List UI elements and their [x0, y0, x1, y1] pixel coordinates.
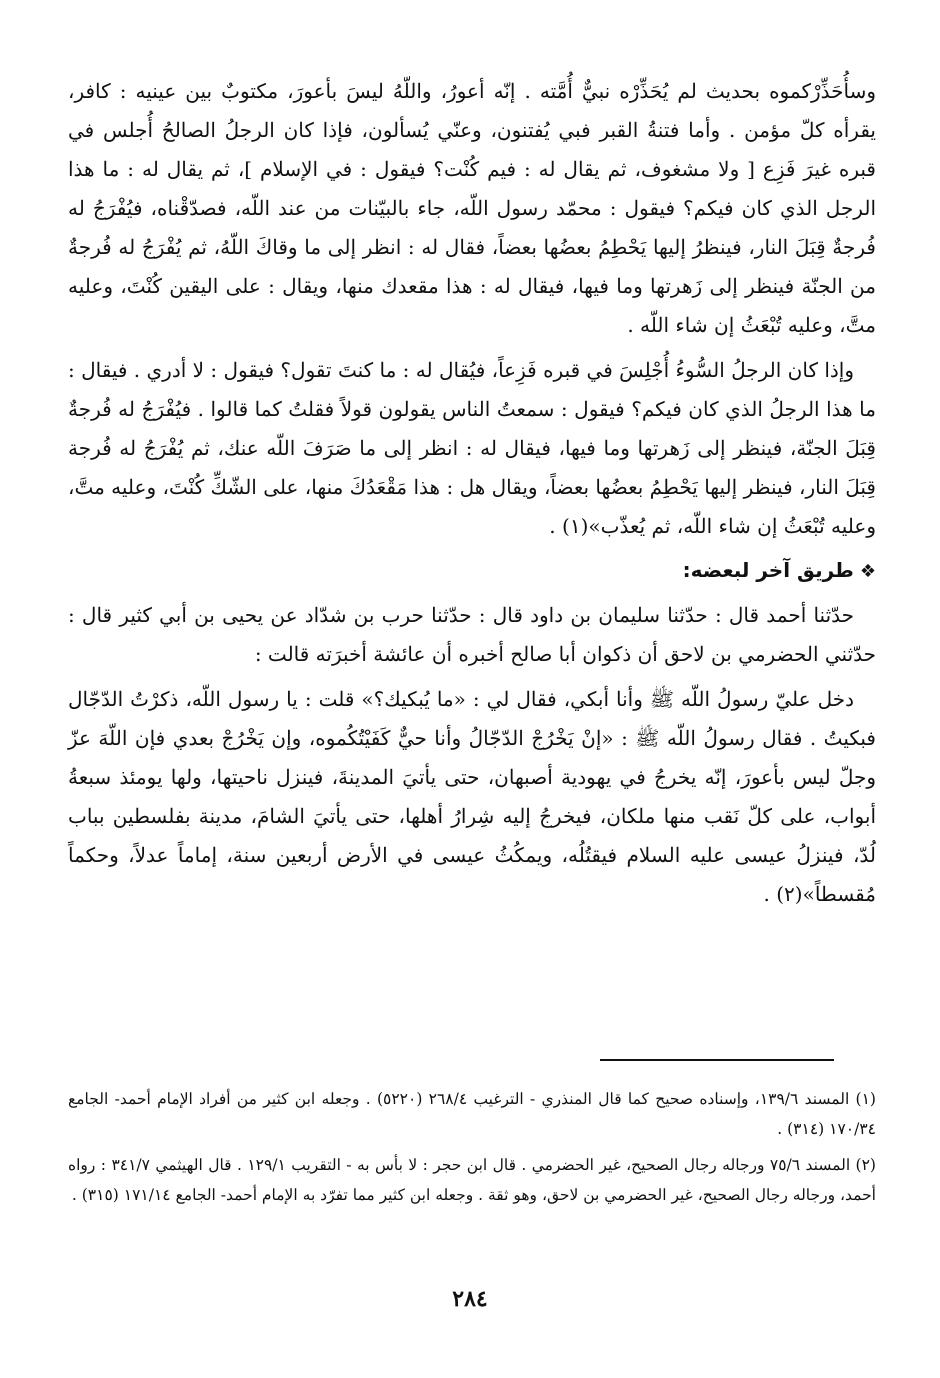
matn-text: دخل عليّ رسولُ اللّه ﷺ وأنا أبكي، فقال لي : «ما يُبكيك؟» قلت : يا رسول اللّه، ذكرْتُ الدّجّال فبكيتُ . فقال رسولُ اللّه ﷺ : «إنْ يَخْرُجْ الدّجّالُ وأنا حيٌّ كَفَيْتُكُموه، وإن يَخْرُجْ بعدي فإن اللّهَ عزّ وجلّ ليس بأعورَ، إنّه يخرجُ في يهودية أصبهان، حتى يأتيَ المدينةَ، فينزل ناحيتها، ولها يومئذ سبعةُ أبواب، على كلّ نَقب منها ملكان، فيخرجُ إليه شِرارُ أهلها، حتى يأتيَ الشامَ، مدينة بفلسطين بباب لُدّ، فينزلُ عيسى عليه السلام فيقتُلُه، ويمكُثُ عيسى في الأرض أربعين سنة، إماماً عدلاً، وحكماً مُقسطاً»(٢) .	[68, 687, 877, 906]
footnotes	[68, 1084, 876, 1216]
diamond-icon: ❖	[859, 561, 876, 582]
main-text	[68, 72, 876, 920]
isnad-text: حدّثنا أحمد قال : حدّثنا سليمان بن داود قال : حدّثنا حرب بن شدّاد عن يحيى بن أبي كثير قال : حدّثني الحضرمي بن لاحق أن ذكوان أبا صالح أخبره أن عائشة أخبرَته قالت :	[68, 603, 876, 666]
footnote-divider	[600, 1059, 834, 1061]
paragraph-text: وسأُحَذِّرْكموه بحديث لم يُحَذِّرْه نبيٌّ أُمَّته . إنّه أعورُ، واللّهُ ليسَ بأعورَ، مكتوبٌ بين عينيه : كافر، يقرأه كلّ مؤمن . وأما فتنةُ القبر فبي يُفتنون، وعنّي يُسألون، فإذا كان الرجلُ الصالحُ أُجلس في قبره غيرَ فَزِع [ ولا مشغوف، ثم يقال له : فيم كُنْت؟ فيقول : في الإسلام ]، ثم يقال له : ما هذا الرجل الذي كان فيكم؟ فيقول : محمّد رسول اللّه، جاء بالبيّنات من عند اللّه، فصدّقْناه، فيُفْرَجُ له فُرجةٌ قِبَلَ النار، فينظرُ إليها يَحْطِمُ بعضُها بعضاً، فقال له : انظر إلى ما وقاكَ اللّهُ، ثم يُفْرَجُ له فُرجةٌ من الجنّة فينظر إلى زَهرتها وما فيها، فيقال له : هذا مقعدك منها، ويقال : على اليقين كُنْتَ، وعليه متَّ، وعليه تُبْعَثُ إن شاء اللّه .	[68, 79, 876, 337]
paragraph-grave-wicked	[68, 351, 876, 546]
section-heading	[68, 552, 876, 590]
footnote-1: (١) المسند ١٣٩/٦، وإسناده صحيح كما قال المنذري - الترغيب ٢٦٨/٤ (٥٢٢٠) . وجعله ابن كثير من أفراد الإمام أحمد- الجامع ١٧٠/٣٤ (٣١٤) .	[68, 1090, 876, 1138]
page-number: ٢٨٤	[452, 1286, 488, 1312]
paragraph-text: وإذا كان الرجلُ السُّوءُ أُجْلِسَ في قبره فَزِعاً، فيُقال له : ما كنتَ تقول؟ فيقول : لا أدري . فيقال : ما هذا الرجلُ الذي كان فيكم؟ فيقول : سمعتُ الناس يقولون قولاً فقلتُ كما قالوا . فيُفْرَجُ له فُرجةٌ قِبَلَ الجنّة، فينظر إلى زَهرتها وما فيها، فيقال له : انظر إلى ما صَرَفَ اللّه عنك، ثم يُفْرَجُ له فُرجة قِبَلَ النار، فينظر إليها يَحْطِمُ بعضُها بعضاً، ويقال هل : هذا مَقْعَدُكَ منها، على الشّكِّ كُنْتَ، وعليه متَّ، وعليه تُبْعَثُ إن شاء اللّه، ثم يُعذّب»(١) .	[68, 358, 876, 538]
paragraph-matn	[68, 680, 876, 914]
paragraph-isnad	[68, 596, 876, 674]
section-heading-text: طريق آخر لبعضه:	[682, 558, 854, 582]
paragraph-grave-righteous	[68, 72, 876, 345]
footnote-2: (٢) المسند ٧٥/٦ ورجاله رجال الصحيح، غير الحضرمي . قال ابن حجر : لا بأس به - التقريب ١٢٩/١ . قال الهيثمي ٣٤١/٧ : رواه أحمد، ورجاله رجال الصحيح، غير الحضرمي بن لاحق، وهو ثقة . وجعله ابن كثير مما تفرّد به الإمام أحمد- الجامع ١٧١/١٤ (٣١٥) .	[68, 1156, 876, 1204]
